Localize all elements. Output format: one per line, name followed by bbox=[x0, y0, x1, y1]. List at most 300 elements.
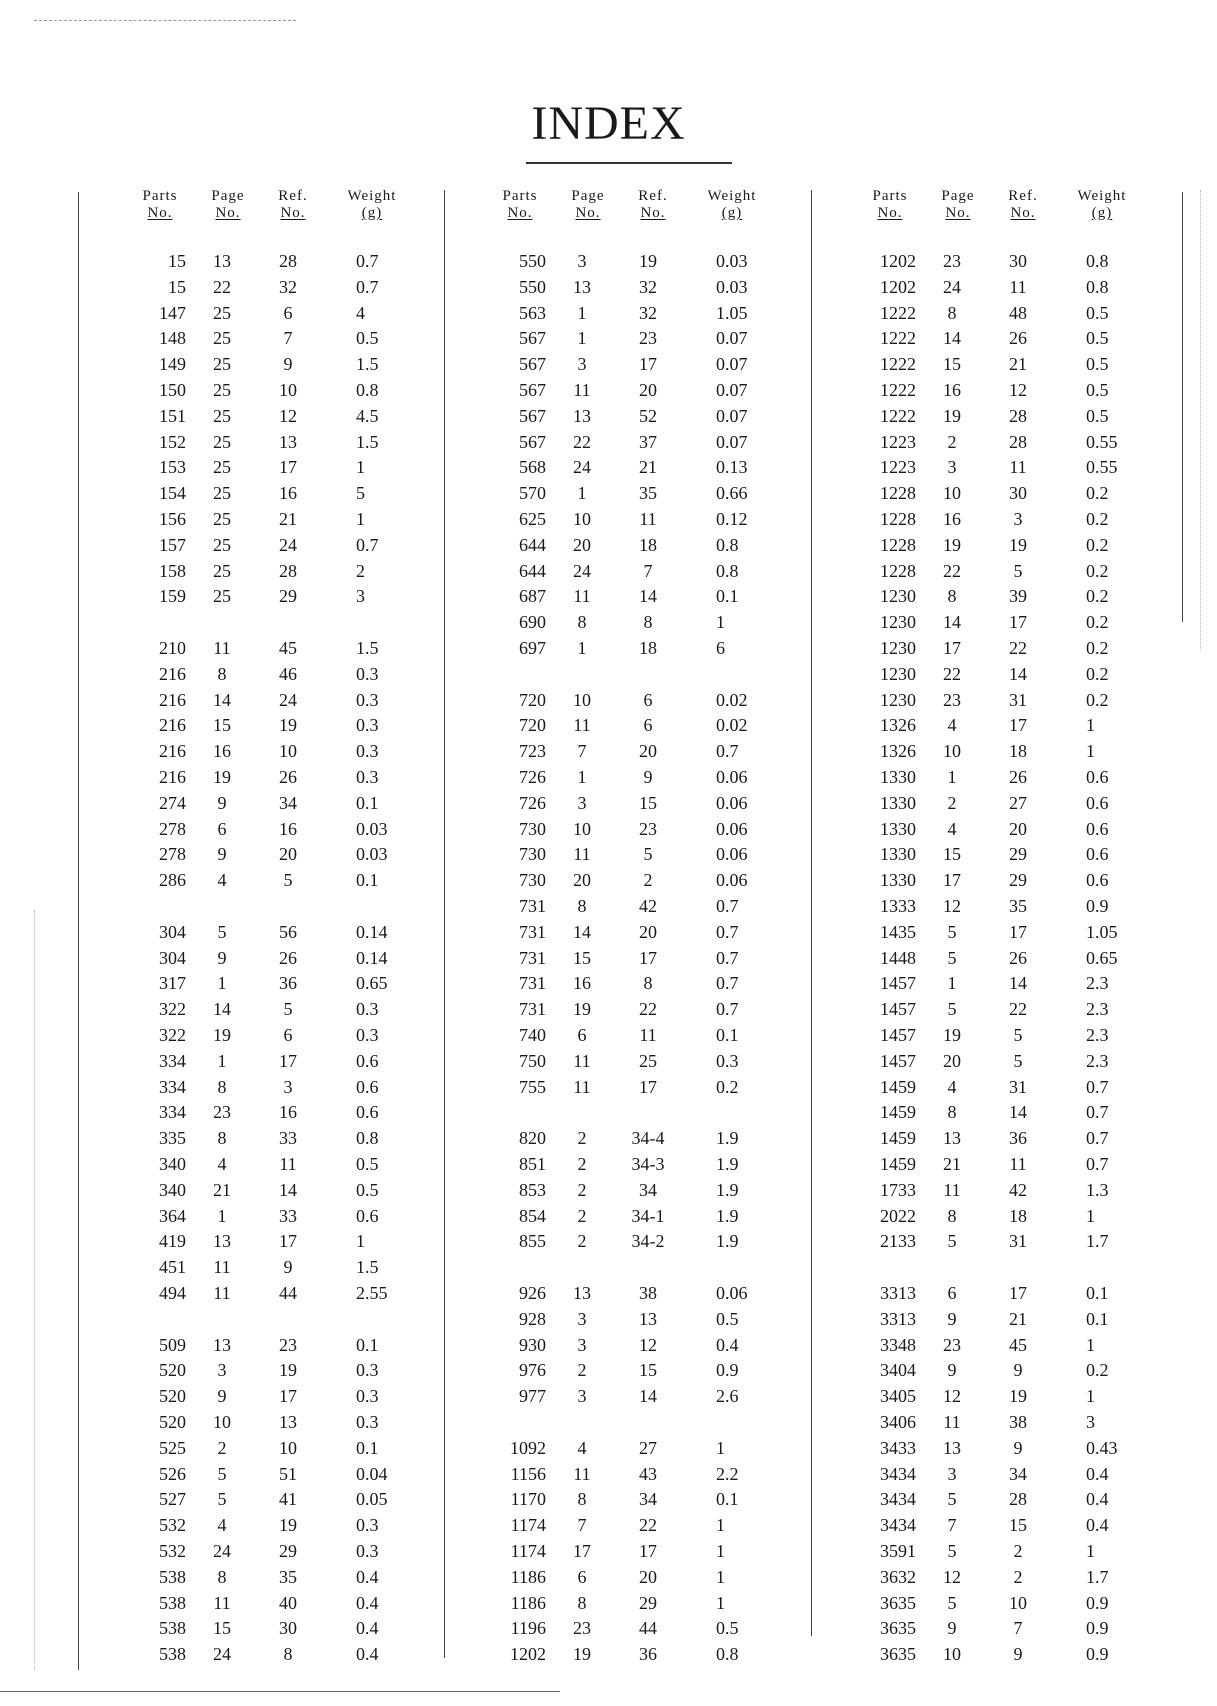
weight-cell: 0.1 bbox=[356, 1334, 379, 1355]
parts-no-cell: 334 bbox=[159, 1050, 186, 1071]
page-no-cell: 11 bbox=[213, 1257, 231, 1278]
page-no-cell: 19 bbox=[943, 405, 961, 426]
ref-no-cell: 10 bbox=[279, 1437, 297, 1458]
weight-cell: 0.8 bbox=[716, 1644, 739, 1665]
table-row bbox=[860, 1538, 1160, 1564]
parts-no-cell: 149 bbox=[159, 354, 186, 375]
parts-no-cell: 150 bbox=[159, 380, 186, 400]
weight-cell: 0.14 bbox=[356, 947, 388, 968]
parts-no-cell: 1196 bbox=[510, 1618, 546, 1639]
ref-no-cell: 45 bbox=[1009, 1334, 1027, 1355]
ref-no-cell: 19 bbox=[279, 715, 297, 736]
table-row bbox=[490, 1203, 790, 1229]
table-row bbox=[860, 1512, 1160, 1538]
parts-no-cell: 156 bbox=[159, 509, 186, 529]
ref-no-cell: 34-4 bbox=[631, 1128, 665, 1149]
parts-no-cell: 340 bbox=[159, 1154, 186, 1174]
table-row bbox=[860, 429, 1160, 455]
ref-no-cell: 2 bbox=[1013, 1541, 1023, 1561]
table-row bbox=[860, 325, 1160, 351]
ref-no-cell: 17 bbox=[639, 1541, 657, 1561]
ref-no-cell: 2 bbox=[1013, 1566, 1023, 1587]
column-divider-1 bbox=[444, 190, 445, 1658]
column-divider-left bbox=[78, 192, 79, 1670]
table-row bbox=[130, 1461, 430, 1487]
ref-no-cell: 5 bbox=[1013, 560, 1023, 581]
page-no-cell: 25 bbox=[213, 302, 231, 323]
parts-no-cell: 3313 bbox=[880, 1283, 916, 1303]
page-no-cell: 19 bbox=[213, 767, 231, 787]
ref-no-cell: 11 bbox=[1009, 276, 1027, 297]
table-row bbox=[860, 480, 1160, 506]
page-no-cell: 10 bbox=[573, 818, 591, 839]
ref-no-cell: 36 bbox=[1009, 1128, 1027, 1149]
page-no-cell: 10 bbox=[573, 689, 591, 710]
weight-cell: 4.5 bbox=[356, 405, 379, 426]
weight-cell: 0.4 bbox=[1086, 1463, 1109, 1484]
parts-no-cell: 158 bbox=[159, 560, 186, 581]
parts-no-cell: 550 bbox=[519, 276, 546, 297]
ref-no-cell: 41 bbox=[279, 1489, 297, 1510]
parts-no-cell: 153 bbox=[159, 457, 186, 478]
parts-no-cell: 3434 bbox=[880, 1515, 916, 1536]
parts-no-cell: 1459 bbox=[880, 1076, 916, 1097]
parts-no-cell: 274 bbox=[159, 792, 186, 813]
parts-no-cell: 154 bbox=[159, 483, 186, 504]
parts-no-cell: 525 bbox=[159, 1437, 186, 1458]
weight-cell: 0.14 bbox=[356, 921, 388, 942]
table-row bbox=[130, 945, 430, 971]
table-row bbox=[130, 919, 430, 945]
table-row bbox=[860, 970, 1160, 996]
page-no-cell: 7 bbox=[577, 741, 587, 762]
ref-no-cell: 11 bbox=[1009, 457, 1027, 478]
weight-cell: 0.9 bbox=[1086, 1618, 1109, 1639]
weight-cell: 0.9 bbox=[1086, 896, 1109, 916]
parts-no-cell: 1222 bbox=[880, 405, 916, 426]
parts-no-cell: 3348 bbox=[880, 1334, 916, 1355]
weight-cell: 0.9 bbox=[1086, 1644, 1109, 1665]
weight-cell: 0.66 bbox=[716, 483, 748, 504]
parts-no-cell: 1459 bbox=[880, 1154, 916, 1174]
page-no-cell: 7 bbox=[947, 1515, 957, 1536]
weight-cell: 2 bbox=[356, 560, 365, 581]
ref-no-cell: 39 bbox=[1009, 586, 1027, 607]
page-no-cell: 4 bbox=[947, 818, 957, 839]
ref-no-cell: 26 bbox=[1009, 767, 1027, 787]
parts-no-cell: 1230 bbox=[880, 663, 916, 684]
ref-no-cell: 14 bbox=[1009, 663, 1027, 684]
parts-no-cell: 567 bbox=[519, 328, 546, 349]
weight-cell: 0.07 bbox=[716, 431, 748, 452]
weight-header: Weight (g) bbox=[1077, 188, 1127, 221]
table-row bbox=[130, 867, 430, 893]
parts-no-cell: 690 bbox=[519, 612, 546, 633]
weight-cell: 0.55 bbox=[1086, 457, 1118, 478]
table-row bbox=[860, 558, 1160, 584]
table-row bbox=[490, 248, 790, 274]
parts-no-cell: 731 bbox=[519, 973, 546, 994]
page-no-cell: 5 bbox=[947, 921, 957, 942]
parts-no-cell: 151 bbox=[159, 405, 186, 426]
parts-no-cell: 1222 bbox=[880, 380, 916, 400]
parts-no-cell: 1457 bbox=[880, 1025, 916, 1045]
table-row bbox=[130, 712, 430, 738]
parts-no-cell: 147 bbox=[159, 302, 186, 323]
weight-cell: 0.8 bbox=[716, 534, 739, 555]
table-row bbox=[490, 1022, 790, 1048]
table-row bbox=[860, 1280, 1160, 1306]
weight-cell: 0.5 bbox=[716, 1308, 739, 1329]
parts-no-cell: 567 bbox=[519, 380, 546, 400]
page-no-cell: 11 bbox=[573, 586, 591, 607]
weight-cell: 0.7 bbox=[356, 251, 379, 271]
parts-no-cell: 567 bbox=[519, 354, 546, 375]
weight-cell: 1.7 bbox=[1086, 1231, 1109, 1252]
ref-no-cell: 9 bbox=[643, 767, 653, 787]
page-no-cell: 25 bbox=[213, 431, 231, 452]
weight-cell: 0.7 bbox=[356, 276, 379, 297]
ref-no-cell: 26 bbox=[1009, 947, 1027, 968]
ref-no-cell: 44 bbox=[639, 1618, 657, 1639]
parts-no-cell: 1326 bbox=[880, 715, 916, 736]
parts-no-cell: 755 bbox=[519, 1076, 546, 1097]
page-no-cell: 1 bbox=[947, 973, 957, 994]
parts-no-cell: 509 bbox=[159, 1334, 186, 1355]
parts-no-cell: 976 bbox=[519, 1360, 546, 1381]
parts-no-cell: 928 bbox=[519, 1308, 546, 1329]
weight-cell: 0.6 bbox=[356, 1102, 379, 1123]
table-row bbox=[490, 1590, 790, 1616]
ref-no-cell: 5 bbox=[283, 999, 293, 1020]
parts-no-cell: 750 bbox=[519, 1050, 546, 1071]
parts-no-cell: 731 bbox=[519, 921, 546, 942]
parts-no-cell: 322 bbox=[159, 999, 186, 1020]
page-no-cell: 10 bbox=[943, 741, 961, 762]
weight-cell: 0.05 bbox=[356, 1489, 388, 1510]
ref-no-cell: 13 bbox=[279, 431, 297, 452]
weight-cell: 0.4 bbox=[356, 1644, 379, 1665]
weight-cell: 0.7 bbox=[716, 947, 739, 968]
parts-no-cell: 216 bbox=[159, 715, 186, 736]
ref-no-cell: 16 bbox=[279, 818, 297, 839]
parts-no-cell: 2022 bbox=[880, 1205, 916, 1226]
parts-no-cell: 15 bbox=[168, 251, 186, 271]
table-row bbox=[130, 506, 430, 532]
ref-no-cell: 12 bbox=[1009, 380, 1027, 400]
table-row bbox=[130, 1125, 430, 1151]
weight-cell: 0.03 bbox=[716, 276, 748, 297]
weight-cell: 0.8 bbox=[356, 1128, 379, 1149]
parts-no-cell: 1733 bbox=[880, 1179, 916, 1200]
weight-cell: 1 bbox=[716, 1515, 725, 1536]
page-no-cell: 13 bbox=[573, 1283, 591, 1303]
page-no-cell: 14 bbox=[213, 999, 231, 1020]
parts-no-cell: 1222 bbox=[880, 302, 916, 323]
table-row bbox=[490, 1641, 790, 1667]
page-no-cell: 1 bbox=[217, 1205, 227, 1226]
weight-cell: 0.7 bbox=[716, 896, 739, 916]
ref-no-cell: 21 bbox=[1009, 354, 1027, 375]
page-no-cell: 10 bbox=[573, 509, 591, 529]
weight-cell: 0.2 bbox=[1086, 689, 1109, 710]
table-row bbox=[130, 841, 430, 867]
parts-no-cell: 1459 bbox=[880, 1128, 916, 1149]
table-row bbox=[860, 764, 1160, 790]
ref-no-cell: 7 bbox=[283, 328, 293, 349]
parts-no-cell: 568 bbox=[519, 457, 546, 478]
weight-cell: 0.5 bbox=[1086, 380, 1109, 400]
parts-header: Parts No. bbox=[142, 188, 178, 221]
page-no-cell: 11 bbox=[573, 1050, 591, 1071]
parts-no-cell: 851 bbox=[519, 1154, 546, 1174]
table-row bbox=[130, 790, 430, 816]
table-row bbox=[490, 1486, 790, 1512]
table-row bbox=[130, 738, 430, 764]
table-row bbox=[860, 583, 1160, 609]
page-no-cell: 4 bbox=[217, 870, 227, 891]
weight-cell: 1.9 bbox=[716, 1154, 739, 1174]
table-row bbox=[490, 738, 790, 764]
ref-no-cell: 19 bbox=[1009, 534, 1027, 555]
parts-no-cell: 304 bbox=[159, 921, 186, 942]
ref-no-cell: 11 bbox=[639, 1025, 657, 1045]
table-row bbox=[130, 1074, 430, 1100]
table-row bbox=[130, 1615, 430, 1641]
page-no-cell: 25 bbox=[213, 509, 231, 529]
table-row bbox=[860, 248, 1160, 274]
parts-no-cell: 216 bbox=[159, 741, 186, 762]
weight-cell: 1.7 bbox=[1086, 1566, 1109, 1587]
table-row bbox=[860, 609, 1160, 635]
weight-cell: 0.06 bbox=[716, 870, 748, 891]
parts-no-cell: 723 bbox=[519, 741, 546, 762]
parts-no-cell: 726 bbox=[519, 767, 546, 787]
page-title: INDEX bbox=[531, 97, 686, 150]
weight-cell: 1 bbox=[716, 1592, 725, 1613]
page-no-cell: 25 bbox=[213, 380, 231, 400]
parts-no-cell: 520 bbox=[159, 1386, 186, 1407]
weight-cell: 6 bbox=[716, 638, 725, 658]
ref-no-cell: 35 bbox=[279, 1566, 297, 1587]
table-row bbox=[490, 1074, 790, 1100]
table-row bbox=[130, 403, 430, 429]
parts-no-cell: 563 bbox=[519, 302, 546, 323]
table-row bbox=[490, 790, 790, 816]
ref-no-cell: 52 bbox=[639, 405, 657, 426]
table-row bbox=[860, 1590, 1160, 1616]
parts-no-cell: 538 bbox=[159, 1618, 186, 1639]
ref-no-cell: 28 bbox=[1009, 431, 1027, 452]
weight-cell: 0.2 bbox=[1086, 1360, 1109, 1381]
weight-cell: 0.4 bbox=[716, 1334, 739, 1355]
table-row bbox=[130, 635, 430, 661]
weight-cell: 2.3 bbox=[1086, 973, 1109, 994]
page-no-cell: 25 bbox=[213, 586, 231, 607]
ref-no-cell: 10 bbox=[279, 741, 297, 762]
table-row bbox=[490, 1383, 790, 1409]
table-row bbox=[130, 1151, 430, 1177]
page-no-cell: 2 bbox=[577, 1154, 587, 1174]
weight-cell: 1 bbox=[356, 1231, 365, 1252]
ref-no-cell: 20 bbox=[1009, 818, 1027, 839]
parts-no-cell: 152 bbox=[159, 431, 186, 452]
page-no-cell: 2 bbox=[577, 1231, 587, 1252]
page-no-cell: 9 bbox=[947, 1308, 957, 1329]
ref-no-cell: 23 bbox=[639, 328, 657, 349]
weight-cell: 0.3 bbox=[716, 1050, 739, 1071]
page-no-cell: 2 bbox=[947, 431, 957, 452]
ref-no-cell: 45 bbox=[279, 638, 297, 658]
parts-no-cell: 644 bbox=[519, 560, 546, 581]
page-no-cell: 24 bbox=[213, 1541, 231, 1561]
table-row bbox=[490, 1280, 790, 1306]
weight-cell: 0.3 bbox=[356, 1541, 379, 1561]
parts-no-cell: 3635 bbox=[880, 1618, 916, 1639]
page-no-cell: 9 bbox=[947, 1618, 957, 1639]
table-row bbox=[130, 583, 430, 609]
table-row bbox=[860, 945, 1160, 971]
table-row bbox=[490, 1177, 790, 1203]
weight-cell: 1 bbox=[716, 612, 725, 633]
parts-no-cell: 278 bbox=[159, 844, 186, 865]
ref-no-cell: 17 bbox=[279, 457, 297, 478]
weight-cell: 2.6 bbox=[716, 1386, 739, 1407]
ref-no-cell: 14 bbox=[1009, 1102, 1027, 1123]
parts-no-cell: 3404 bbox=[880, 1360, 916, 1381]
page-no-cell: 1 bbox=[577, 638, 587, 658]
page-no-cell: 3 bbox=[577, 251, 587, 271]
page-no-cell: 7 bbox=[577, 1515, 587, 1536]
table-row bbox=[490, 635, 790, 661]
parts-no-cell: 1092 bbox=[510, 1437, 546, 1458]
ref-no-cell: 17 bbox=[1009, 612, 1027, 633]
weight-cell: 0.1 bbox=[356, 870, 379, 891]
page-no-cell: 22 bbox=[943, 560, 961, 581]
ref-no-cell: 7 bbox=[1013, 1618, 1023, 1639]
ref-no-cell: 56 bbox=[279, 921, 297, 942]
weight-cell: 1 bbox=[1086, 1205, 1095, 1226]
page-no-cell: 5 bbox=[947, 1489, 957, 1510]
ref-no-cell: 14 bbox=[639, 586, 657, 607]
page-no-cell: 25 bbox=[213, 534, 231, 555]
table-row bbox=[490, 1048, 790, 1074]
table-row bbox=[130, 1099, 430, 1125]
parts-no-cell: 977 bbox=[519, 1386, 546, 1407]
page-no-cell: 25 bbox=[213, 328, 231, 349]
table-row bbox=[130, 1435, 430, 1461]
table-row bbox=[860, 403, 1160, 429]
ref-no-cell: 40 bbox=[279, 1592, 297, 1613]
weight-cell: 0.6 bbox=[1086, 767, 1109, 787]
weight-cell: 0.03 bbox=[356, 844, 388, 865]
table-row bbox=[490, 919, 790, 945]
weight-cell: 4 bbox=[356, 302, 365, 323]
ref-no-cell: 13 bbox=[639, 1308, 657, 1329]
ref-no-cell: 9 bbox=[1013, 1437, 1023, 1458]
weight-cell: 0.2 bbox=[1086, 483, 1109, 504]
weight-cell: 0.4 bbox=[356, 1618, 379, 1639]
parts-no-cell: 1230 bbox=[880, 586, 916, 607]
ref-no-cell: 20 bbox=[639, 921, 657, 942]
table-row bbox=[860, 635, 1160, 661]
weight-cell: 0.2 bbox=[1086, 612, 1109, 633]
ref-no-cell: 10 bbox=[1009, 1592, 1027, 1613]
weight-cell: 0.1 bbox=[356, 792, 379, 813]
page-no-cell: 14 bbox=[943, 612, 961, 633]
parts-no-cell: 855 bbox=[519, 1231, 546, 1252]
ref-no-cell: 21 bbox=[1009, 1308, 1027, 1329]
weight-cell: 0.3 bbox=[356, 1386, 379, 1407]
ref-header: Ref. No. bbox=[278, 188, 308, 221]
table-row bbox=[860, 351, 1160, 377]
table-row bbox=[490, 325, 790, 351]
page-no-cell: 22 bbox=[213, 276, 231, 297]
table-row bbox=[130, 1486, 430, 1512]
parts-no-cell: 216 bbox=[159, 689, 186, 710]
page-no-cell: 21 bbox=[943, 1154, 961, 1174]
page-no-cell: 24 bbox=[213, 1644, 231, 1665]
parts-no-cell: 730 bbox=[519, 818, 546, 839]
weight-cell: 0.2 bbox=[1086, 509, 1109, 529]
page-no-cell: 14 bbox=[943, 328, 961, 349]
page-no-cell: 24 bbox=[573, 560, 591, 581]
table-row bbox=[860, 738, 1160, 764]
page-no-cell: 17 bbox=[943, 870, 961, 891]
weight-cell: 0.02 bbox=[716, 715, 748, 736]
page-no-cell: 5 bbox=[217, 1489, 227, 1510]
page-no-cell: 1 bbox=[577, 767, 587, 787]
ref-no-cell: 20 bbox=[279, 844, 297, 865]
page-no-cell: 1 bbox=[577, 302, 587, 323]
parts-no-cell: 731 bbox=[519, 947, 546, 968]
ref-no-cell: 36 bbox=[639, 1644, 657, 1665]
parts-no-cell: 1435 bbox=[880, 921, 916, 942]
page-no-cell: 5 bbox=[947, 1541, 957, 1561]
weight-cell: 0.06 bbox=[716, 1283, 748, 1303]
parts-no-cell: 625 bbox=[519, 509, 546, 529]
weight-cell: 0.3 bbox=[356, 1025, 379, 1045]
page-no-cell: 8 bbox=[947, 1205, 957, 1226]
ref-no-cell: 9 bbox=[283, 1257, 293, 1278]
table-row bbox=[490, 1564, 790, 1590]
table-row bbox=[860, 919, 1160, 945]
table-row bbox=[490, 300, 790, 326]
ref-no-cell: 20 bbox=[639, 741, 657, 762]
ref-no-cell: 15 bbox=[639, 1360, 657, 1381]
table-row bbox=[860, 1332, 1160, 1358]
weight-cell: 0.2 bbox=[1086, 586, 1109, 607]
parts-no-cell: 3591 bbox=[880, 1541, 916, 1561]
weight-cell: 0.4 bbox=[356, 1592, 379, 1613]
parts-no-cell: 532 bbox=[159, 1541, 186, 1561]
table-row bbox=[130, 480, 430, 506]
table-row bbox=[130, 1357, 430, 1383]
page-no-cell: 11 bbox=[573, 1463, 591, 1484]
ref-no-cell: 34-2 bbox=[631, 1231, 665, 1252]
table-row bbox=[490, 532, 790, 558]
weight-cell: 0.2 bbox=[1086, 534, 1109, 555]
ref-no-cell: 34-1 bbox=[631, 1205, 665, 1226]
ref-no-cell: 11 bbox=[639, 509, 657, 529]
page-no-cell: 11 bbox=[573, 844, 591, 865]
ref-no-cell: 5 bbox=[643, 844, 653, 865]
table-row bbox=[860, 1203, 1160, 1229]
parts-no-cell: 567 bbox=[519, 431, 546, 452]
table-row bbox=[130, 1177, 430, 1203]
parts-no-cell: 1230 bbox=[880, 612, 916, 633]
ref-no-cell: 22 bbox=[1009, 999, 1027, 1020]
